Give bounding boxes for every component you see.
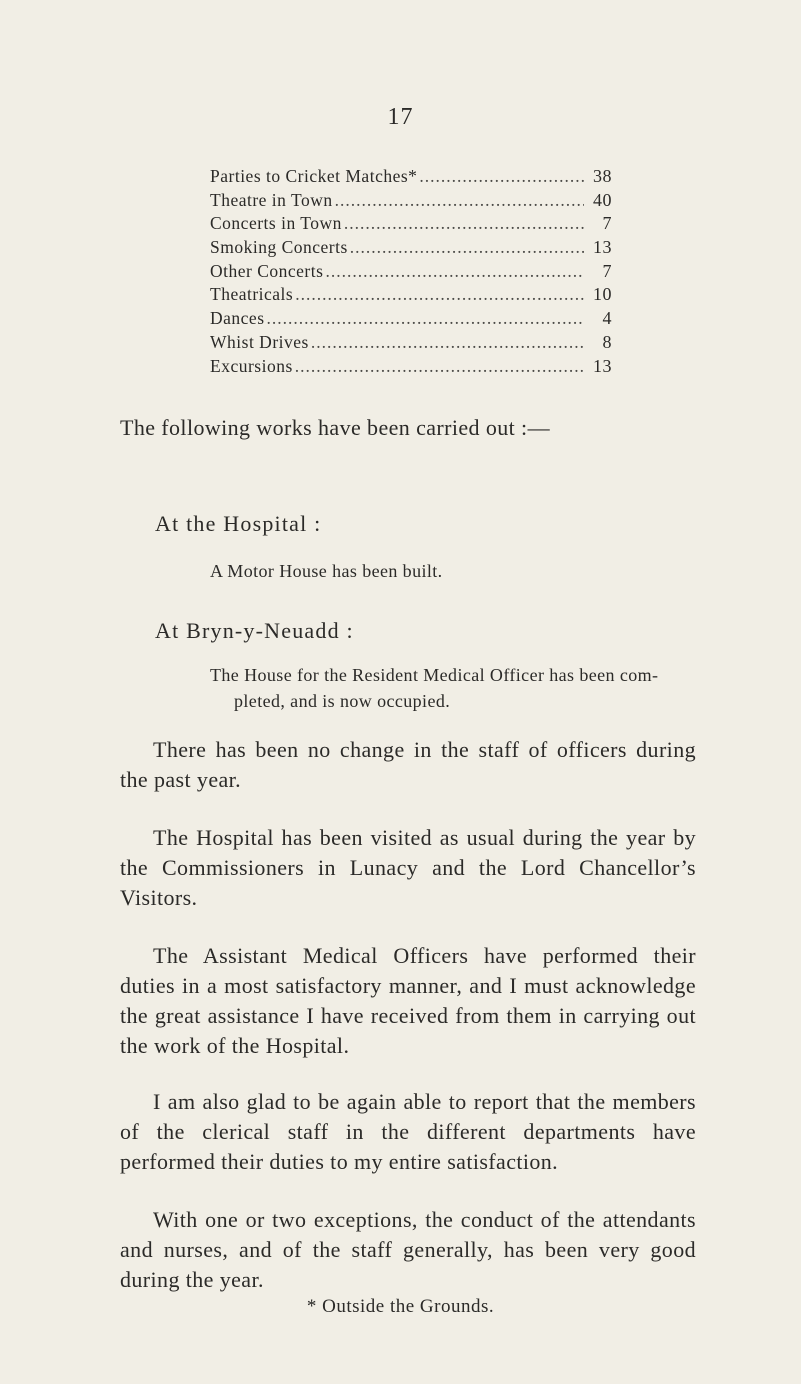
row-value: 10 bbox=[593, 284, 612, 305]
bryn-heading: At Bryn-y-Neuadd : bbox=[155, 618, 354, 643]
paragraph-clerical-staff: I am also glad to be again able to report that the members of the clerical staff in the different departments have performed their duties to my entire satisfaction. bbox=[120, 1089, 696, 1174]
hospital-heading: At the Hospital : bbox=[155, 511, 322, 536]
activities-table bbox=[210, 166, 612, 379]
paragraph-attendants: With one or two exceptions, the conduct of the attendants and nurses, and of the staff generally, has been very good during the year. bbox=[120, 1207, 696, 1292]
table-row bbox=[210, 213, 612, 237]
dot-leader bbox=[325, 261, 584, 282]
dot-leader bbox=[267, 308, 584, 329]
table-row bbox=[210, 237, 612, 261]
table-row bbox=[210, 190, 612, 214]
bryn-work-line-1: The House for the Resident Medical Officer has been com- bbox=[210, 665, 659, 685]
paragraph-visitors: The Hospital has been visited as usual during the year by the Commissioners in Lunacy and the Lord Chancellor’s Visitors. bbox=[120, 825, 696, 910]
row-label: Concerts in Town bbox=[210, 213, 342, 234]
row-value: 13 bbox=[593, 237, 612, 258]
row-label: Other Concerts bbox=[210, 260, 324, 281]
row-label: Parties to Cricket Matches* bbox=[210, 166, 418, 186]
dot-leader bbox=[344, 213, 584, 234]
row-label: Theatre in Town bbox=[210, 189, 333, 210]
dot-leader bbox=[311, 332, 584, 353]
row-label: Excursions bbox=[210, 355, 293, 376]
row-value: 38 bbox=[593, 166, 612, 186]
row-value: 7 bbox=[602, 213, 612, 234]
works-intro: The following works have been carried out :— bbox=[120, 415, 550, 440]
row-value: 7 bbox=[602, 260, 612, 281]
bryn-work-line-2: pleted, and is now occupied. bbox=[234, 691, 451, 711]
table-row bbox=[210, 332, 612, 356]
footnote: * Outside the Grounds. bbox=[306, 1296, 495, 1317]
dot-leader bbox=[295, 356, 584, 377]
row-label: Whist Drives bbox=[210, 331, 309, 352]
row-value: 8 bbox=[602, 331, 612, 352]
table-row bbox=[210, 284, 612, 308]
row-value: 13 bbox=[593, 355, 612, 376]
paragraph-staff: There has been no change in the staff of officers during the past year. bbox=[120, 737, 696, 792]
table-row bbox=[210, 356, 612, 380]
paragraph-medical-officers: The Assistant Medical Officers have performed their duties in a most satisfactory manner, and I must acknowledge the great assistance I have received from them in carrying out the work of the Hospital. bbox=[120, 943, 696, 1058]
row-label: Smoking Concerts bbox=[210, 237, 348, 258]
dot-leader bbox=[295, 284, 584, 305]
dot-leader bbox=[419, 166, 584, 187]
table-row bbox=[210, 166, 612, 190]
row-value: 40 bbox=[593, 189, 612, 210]
dot-leader bbox=[335, 190, 584, 211]
row-label: Theatricals bbox=[210, 284, 294, 305]
table-row bbox=[210, 308, 612, 332]
bryn-work bbox=[210, 662, 710, 714]
row-label: Dances bbox=[210, 308, 265, 329]
dot-leader bbox=[350, 237, 584, 258]
row-value: 4 bbox=[602, 308, 612, 329]
page-number: 17 bbox=[387, 104, 414, 130]
hospital-work: A Motor House has been built. bbox=[210, 561, 443, 581]
table-row bbox=[210, 261, 612, 285]
